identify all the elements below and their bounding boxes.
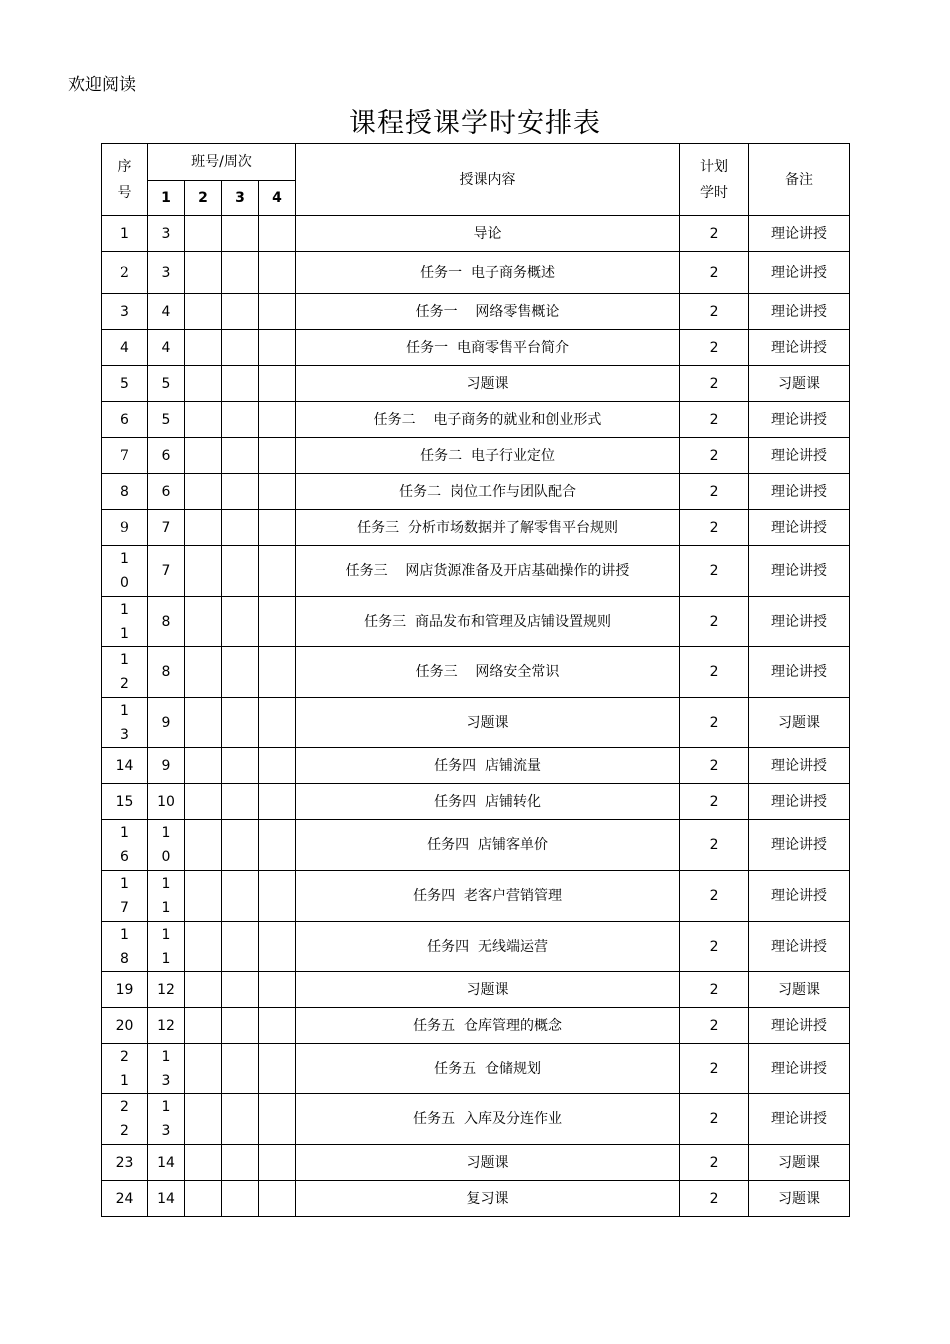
- seq-cell: [102, 972, 148, 1008]
- seq-cell: [102, 1181, 148, 1217]
- hours-cell: 2: [680, 252, 749, 294]
- week-value: 13: [161, 1099, 171, 1139]
- class-3-cell: [222, 597, 259, 647]
- seq-cell: [102, 252, 148, 294]
- week-cell: [148, 871, 185, 922]
- seq-value: 8: [120, 483, 129, 500]
- hours-cell: 2: [680, 216, 749, 252]
- class-4-cell: [259, 510, 296, 546]
- table-row: [102, 1044, 850, 1094]
- table-row: [102, 438, 850, 474]
- week-cell: [148, 698, 185, 748]
- class-2-cell: [185, 1008, 222, 1044]
- class-2-cell: [185, 438, 222, 474]
- class-3-cell: [222, 294, 259, 330]
- seq-cell: [102, 1044, 148, 1094]
- remark-cell: 理论讲授: [749, 922, 850, 972]
- class-2-cell: [185, 922, 222, 972]
- class-4-cell: [259, 1008, 296, 1044]
- week-value: 10: [157, 793, 175, 810]
- remark-cell: 理论讲授: [749, 871, 850, 922]
- week-cell: [148, 647, 185, 698]
- class-2-cell: [185, 546, 222, 597]
- hours-cell: 2: [680, 784, 749, 820]
- seq-cell: [102, 438, 148, 474]
- remark-cell: 理论讲授: [749, 1044, 850, 1094]
- week-value: 4: [161, 303, 171, 320]
- week-value: 9: [161, 714, 171, 731]
- week-value: 14: [157, 1154, 175, 1171]
- seq-value: 12: [120, 652, 129, 692]
- table-row: [102, 474, 850, 510]
- table-row: [102, 330, 850, 366]
- content-cell: 任务一 电子商务概述: [296, 252, 680, 294]
- seq-value: 1: [120, 225, 129, 242]
- seq-cell: [102, 474, 148, 510]
- content-cell: 任务一 电商零售平台简介: [296, 330, 680, 366]
- seq-cell: [102, 330, 148, 366]
- class-4-cell: [259, 252, 296, 294]
- class-2-cell: [185, 597, 222, 647]
- class-2-cell: [185, 330, 222, 366]
- class-4-cell: [259, 1181, 296, 1217]
- seq-value: 5: [120, 375, 129, 392]
- content-cell: 任务三 分析市场数据并了解零售平台规则: [296, 510, 680, 546]
- seq-value: 16: [120, 825, 129, 865]
- remark-cell: 理论讲授: [749, 647, 850, 698]
- table-row: [102, 1181, 850, 1217]
- week-cell: [148, 216, 185, 252]
- table-row: [102, 216, 850, 252]
- class-4-cell: [259, 647, 296, 698]
- table-row: [102, 871, 850, 922]
- class-4-cell: [259, 698, 296, 748]
- seq-cell: [102, 402, 148, 438]
- week-value: 4: [161, 339, 171, 356]
- remark-cell: 理论讲授: [749, 216, 850, 252]
- table-row: [102, 748, 850, 784]
- week-value: 6: [161, 483, 171, 500]
- week-value: 7: [161, 563, 171, 579]
- remark-cell: 理论讲授: [749, 402, 850, 438]
- hours-cell: 2: [680, 330, 749, 366]
- class-2-cell: [185, 647, 222, 698]
- seq-value: 19: [115, 981, 134, 998]
- table-row: [102, 597, 850, 647]
- week-cell: [148, 1044, 185, 1094]
- class-2-cell: [185, 972, 222, 1008]
- class-3-cell: [222, 784, 259, 820]
- content-cell: 任务一 网络零售概论: [296, 294, 680, 330]
- header-class-1: 1: [148, 181, 185, 216]
- seq-value: 18: [120, 926, 129, 967]
- class-4-cell: [259, 216, 296, 252]
- week-value: 14: [157, 1190, 175, 1207]
- content-cell: 任务四 店铺客单价: [296, 820, 680, 871]
- remark-cell: 理论讲授: [749, 294, 850, 330]
- hours-cell: 2: [680, 647, 749, 698]
- table-row: [102, 784, 850, 820]
- seq-cell: [102, 922, 148, 972]
- seq-cell: [102, 871, 148, 922]
- welcome-text: 欢迎阅读: [68, 75, 136, 95]
- class-4-cell: [259, 474, 296, 510]
- class-4-cell: [259, 1145, 296, 1181]
- schedule-table: [101, 143, 850, 1217]
- class-3-cell: [222, 922, 259, 972]
- class-3-cell: [222, 698, 259, 748]
- week-cell: [148, 330, 185, 366]
- hours-cell: 2: [680, 972, 749, 1008]
- header-remark: 备注: [749, 144, 850, 216]
- week-cell: [148, 922, 185, 972]
- class-3-cell: [222, 820, 259, 871]
- class-3-cell: [222, 546, 259, 597]
- week-value: 10: [161, 825, 171, 865]
- table-row: [102, 1094, 850, 1145]
- remark-cell: 理论讲授: [749, 438, 850, 474]
- class-4-cell: [259, 972, 296, 1008]
- class-2-cell: [185, 1181, 222, 1217]
- seq-cell: [102, 546, 148, 597]
- hours-cell: 2: [680, 922, 749, 972]
- seq-cell: [102, 294, 148, 330]
- class-3-cell: [222, 1181, 259, 1217]
- week-cell: [148, 294, 185, 330]
- class-4-cell: [259, 871, 296, 922]
- seq-cell: [102, 216, 148, 252]
- class-3-cell: [222, 216, 259, 252]
- seq-value: 24: [115, 1190, 134, 1207]
- table-row: [102, 647, 850, 698]
- class-2-cell: [185, 698, 222, 748]
- class-3-cell: [222, 510, 259, 546]
- week-value: 11: [161, 926, 171, 967]
- table-row: [102, 1008, 850, 1044]
- header-hours: 计划学时: [680, 144, 749, 216]
- seq-value: 6: [120, 411, 129, 428]
- class-2-cell: [185, 402, 222, 438]
- week-value: 6: [161, 447, 171, 464]
- week-value: 8: [161, 613, 171, 630]
- remark-cell: 理论讲授: [749, 330, 850, 366]
- content-cell: 复习课: [296, 1181, 680, 1217]
- week-cell: [148, 438, 185, 474]
- table-row: [102, 510, 850, 546]
- week-cell: [148, 252, 185, 294]
- content-cell: 任务二 岗位工作与团队配合: [296, 474, 680, 510]
- week-cell: [148, 366, 185, 402]
- class-4-cell: [259, 438, 296, 474]
- page-title: 课程授课学时安排表: [349, 108, 601, 139]
- hours-cell: 2: [680, 820, 749, 871]
- class-4-cell: [259, 330, 296, 366]
- seq-cell: [102, 784, 148, 820]
- week-cell: [148, 597, 185, 647]
- header-class-4: 4: [259, 181, 296, 216]
- seq-value: 3: [120, 303, 129, 320]
- seq-value: 10: [120, 551, 129, 591]
- seq-cell: [102, 1145, 148, 1181]
- class-3-cell: [222, 972, 259, 1008]
- table-row: [102, 972, 850, 1008]
- header-seq: 序号: [102, 144, 148, 216]
- class-3-cell: [222, 252, 259, 294]
- class-3-cell: [222, 366, 259, 402]
- hours-cell: 2: [680, 510, 749, 546]
- hours-cell: 2: [680, 1094, 749, 1145]
- hours-cell: 2: [680, 1044, 749, 1094]
- class-3-cell: [222, 402, 259, 438]
- table-row: [102, 294, 850, 330]
- week-value: 12: [157, 1017, 175, 1034]
- table-row: [102, 1145, 850, 1181]
- week-cell: [148, 1094, 185, 1145]
- table-row: [102, 252, 850, 294]
- table-row: [102, 922, 850, 972]
- content-cell: 任务三 网络安全常识: [296, 647, 680, 698]
- hours-cell: 2: [680, 1145, 749, 1181]
- remark-cell: 理论讲授: [749, 252, 850, 294]
- content-cell: 习题课: [296, 698, 680, 748]
- seq-cell: [102, 647, 148, 698]
- seq-value: 9: [120, 519, 129, 536]
- class-2-cell: [185, 216, 222, 252]
- seq-value: 13: [120, 702, 129, 743]
- seq-value: 7: [120, 447, 129, 464]
- class-4-cell: [259, 294, 296, 330]
- header-class-3: 3: [222, 181, 259, 216]
- class-3-cell: [222, 330, 259, 366]
- header-class-week: 班号/周次: [148, 144, 296, 181]
- class-3-cell: [222, 647, 259, 698]
- class-2-cell: [185, 784, 222, 820]
- week-value: 3: [161, 264, 171, 281]
- hours-cell: 2: [680, 871, 749, 922]
- hours-cell: 2: [680, 402, 749, 438]
- week-value: 5: [161, 375, 171, 392]
- content-cell: 任务五 入库及分连作业: [296, 1094, 680, 1145]
- class-2-cell: [185, 474, 222, 510]
- remark-cell: 习题课: [749, 698, 850, 748]
- week-cell: [148, 1008, 185, 1044]
- hours-cell: 2: [680, 748, 749, 784]
- week-value: 12: [157, 981, 175, 998]
- seq-value: 23: [115, 1154, 134, 1171]
- class-3-cell: [222, 748, 259, 784]
- seq-value: 2: [120, 264, 129, 281]
- class-3-cell: [222, 1094, 259, 1145]
- content-cell: 任务四 无线端运营: [296, 922, 680, 972]
- hours-cell: 2: [680, 474, 749, 510]
- hours-cell: 2: [680, 1008, 749, 1044]
- class-4-cell: [259, 366, 296, 402]
- week-cell: [148, 748, 185, 784]
- content-cell: 任务五 仓库管理的概念: [296, 1008, 680, 1044]
- class-4-cell: [259, 820, 296, 871]
- class-3-cell: [222, 474, 259, 510]
- schedule-table-body: [102, 144, 850, 1217]
- week-value: 8: [161, 664, 171, 680]
- class-4-cell: [259, 597, 296, 647]
- week-cell: [148, 1181, 185, 1217]
- class-2-cell: [185, 294, 222, 330]
- remark-cell: 理论讲授: [749, 546, 850, 597]
- seq-cell: [102, 510, 148, 546]
- header-content: 授课内容: [296, 144, 680, 216]
- table-row: [102, 366, 850, 402]
- seq-value: 14: [115, 757, 134, 774]
- week-cell: [148, 510, 185, 546]
- remark-cell: 理论讲授: [749, 1094, 850, 1145]
- class-4-cell: [259, 1094, 296, 1145]
- hours-cell: 2: [680, 366, 749, 402]
- seq-value: 22: [120, 1099, 129, 1139]
- content-cell: 习题课: [296, 1145, 680, 1181]
- week-cell: [148, 1145, 185, 1181]
- class-4-cell: [259, 402, 296, 438]
- week-cell: [148, 546, 185, 597]
- class-4-cell: [259, 922, 296, 972]
- remark-cell: 习题课: [749, 1181, 850, 1217]
- seq-value: 15: [115, 793, 134, 810]
- week-cell: [148, 402, 185, 438]
- class-2-cell: [185, 1145, 222, 1181]
- class-2-cell: [185, 366, 222, 402]
- seq-value: 20: [115, 1017, 134, 1034]
- class-2-cell: [185, 510, 222, 546]
- remark-cell: 理论讲授: [749, 510, 850, 546]
- seq-cell: [102, 748, 148, 784]
- class-2-cell: [185, 820, 222, 871]
- class-2-cell: [185, 748, 222, 784]
- remark-cell: 习题课: [749, 972, 850, 1008]
- header-row: [102, 144, 850, 181]
- seq-value: 21: [120, 1048, 129, 1089]
- week-value: 13: [161, 1048, 171, 1089]
- table-row: [102, 820, 850, 871]
- remark-cell: 理论讲授: [749, 1008, 850, 1044]
- content-cell: 任务三 网店货源准备及开店基础操作的讲授: [296, 546, 680, 597]
- seq-value: 11: [120, 601, 129, 642]
- content-cell: 任务四 老客户营销管理: [296, 871, 680, 922]
- content-cell: 任务四 店铺流量: [296, 748, 680, 784]
- seq-cell: [102, 366, 148, 402]
- header-class-2: 2: [185, 181, 222, 216]
- week-value: 11: [161, 876, 171, 916]
- week-cell: [148, 820, 185, 871]
- content-cell: 任务三 商品发布和管理及店铺设置规则: [296, 597, 680, 647]
- seq-cell: [102, 1094, 148, 1145]
- remark-cell: 理论讲授: [749, 820, 850, 871]
- class-2-cell: [185, 1094, 222, 1145]
- week-value: 9: [161, 757, 171, 774]
- remark-cell: 理论讲授: [749, 784, 850, 820]
- class-3-cell: [222, 1044, 259, 1094]
- class-3-cell: [222, 1145, 259, 1181]
- hours-cell: 2: [680, 1181, 749, 1217]
- class-3-cell: [222, 438, 259, 474]
- table-row: [102, 546, 850, 597]
- seq-cell: [102, 698, 148, 748]
- seq-value: 4: [120, 339, 129, 356]
- remark-cell: 理论讲授: [749, 474, 850, 510]
- class-3-cell: [222, 871, 259, 922]
- remark-cell: 习题课: [749, 366, 850, 402]
- seq-cell: [102, 1008, 148, 1044]
- class-4-cell: [259, 748, 296, 784]
- hours-cell: 2: [680, 438, 749, 474]
- seq-cell: [102, 820, 148, 871]
- week-value: 3: [161, 225, 171, 242]
- seq-value: 17: [120, 876, 129, 916]
- week-cell: [148, 474, 185, 510]
- hours-cell: 2: [680, 698, 749, 748]
- class-2-cell: [185, 252, 222, 294]
- week-value: 5: [161, 411, 171, 428]
- content-cell: 任务四 店铺转化: [296, 784, 680, 820]
- class-2-cell: [185, 871, 222, 922]
- class-4-cell: [259, 546, 296, 597]
- hours-cell: 2: [680, 546, 749, 597]
- week-cell: [148, 784, 185, 820]
- class-4-cell: [259, 1044, 296, 1094]
- content-cell: 任务二 电子行业定位: [296, 438, 680, 474]
- content-cell: 任务五 仓储规划: [296, 1044, 680, 1094]
- class-4-cell: [259, 784, 296, 820]
- content-cell: 习题课: [296, 366, 680, 402]
- content-cell: 习题课: [296, 972, 680, 1008]
- week-cell: [148, 972, 185, 1008]
- class-3-cell: [222, 1008, 259, 1044]
- table-row: [102, 698, 850, 748]
- table-row: [102, 402, 850, 438]
- remark-cell: 理论讲授: [749, 748, 850, 784]
- remark-cell: 习题课: [749, 1145, 850, 1181]
- content-cell: 导论: [296, 216, 680, 252]
- hours-cell: 2: [680, 294, 749, 330]
- remark-cell: 理论讲授: [749, 597, 850, 647]
- seq-cell: [102, 597, 148, 647]
- week-value: 7: [161, 519, 171, 536]
- class-2-cell: [185, 1044, 222, 1094]
- content-cell: 任务二 电子商务的就业和创业形式: [296, 402, 680, 438]
- hours-cell: 2: [680, 597, 749, 647]
